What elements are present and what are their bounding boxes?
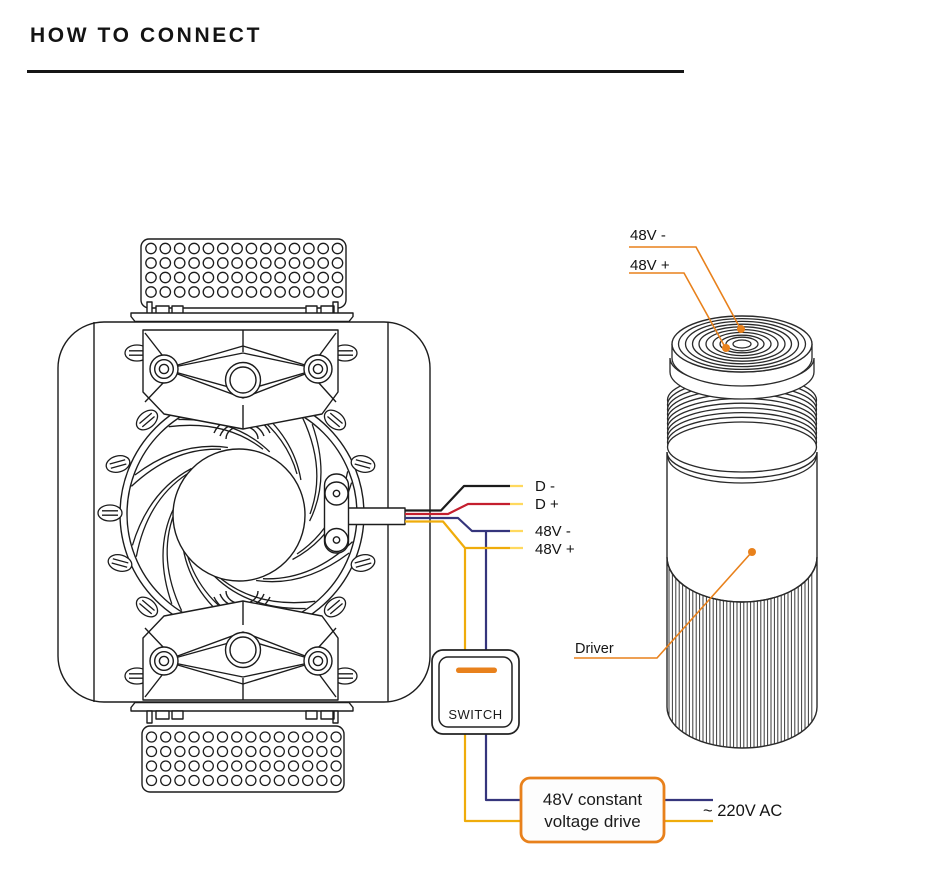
switch (432, 650, 519, 734)
page-title: HOW TO CONNECT (30, 24, 263, 47)
label-driver-48v-neg: 48V - (630, 227, 666, 244)
label-48v-neg: 48V - (535, 523, 571, 540)
fan-bottom-bracket (143, 601, 338, 700)
fan-unit-illustration (58, 239, 430, 792)
wire-terminals (510, 486, 523, 548)
fan-top-bracket (143, 330, 338, 429)
fan-hub (173, 449, 305, 581)
switch-indicator-bar (456, 668, 497, 674)
fan-top-grille (141, 239, 346, 308)
switch-label: SWITCH (448, 707, 503, 722)
callout-labels (575, 227, 670, 657)
label-d-neg: D - (535, 478, 555, 495)
driver-cylinder-illustration (667, 316, 817, 755)
label-driver: Driver (575, 641, 614, 657)
drive-box-line1: 48V constant (542, 790, 643, 809)
label-driver-48v-pos: 48V + (630, 257, 670, 274)
wire-labels (535, 478, 575, 558)
drive-box-line2: voltage drive (544, 812, 641, 831)
mains-label: ~ 220V AC (703, 802, 783, 820)
fan-bottom-grille (142, 726, 344, 792)
voltage-drive-box (521, 778, 664, 842)
label-48v-pos: 48V + (535, 541, 575, 558)
label-d-pos: D + (535, 496, 559, 513)
